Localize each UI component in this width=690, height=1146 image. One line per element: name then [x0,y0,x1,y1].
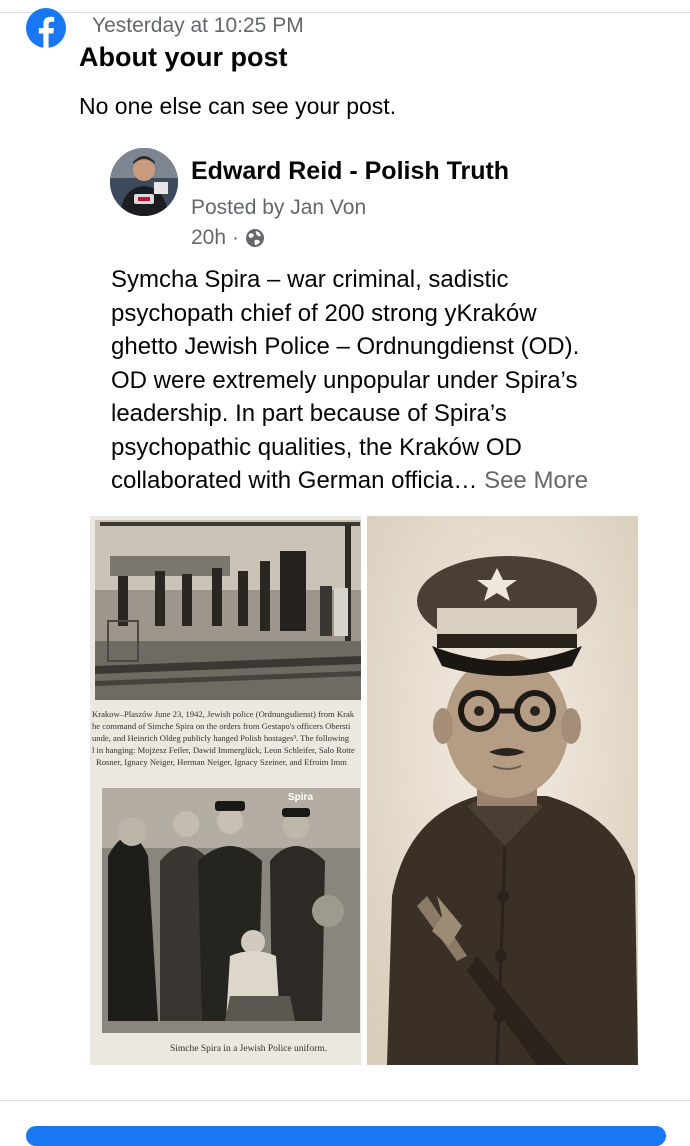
caption-line: unde, and Heinrich Oldeg publicly hanged Polish hostages³. The following [92,733,350,743]
post-text-line: ghetto Jewish Police – Ordnungdienst (OD). [111,333,580,360]
post-text-line: psychopath chief of 200 strong yKraków [111,299,537,327]
spira-photo-label: Spira [288,792,314,803]
post-age[interactable]: 20h [191,226,227,249]
post-text-line: leadership. In part because of Spira’s [111,400,507,427]
post-text-last-line [111,464,651,498]
page-title: About your post [79,42,288,72]
visibility-notice: No one else can see your post. [79,93,397,119]
avatar[interactable] [110,148,178,216]
posted-by-label: Posted by Jan Von [191,196,367,219]
hanging-scene-photo [95,520,361,700]
post-text-line: OD were extremely unpopular under Spira’s [111,366,578,394]
see-more-link[interactable]: See More [484,467,589,494]
post-text-line: collaborated with German officia… [111,467,478,494]
post-text-line: Symcha Spira – war criminal, sadistic [111,266,509,293]
globe-icon [245,228,265,248]
photo-bottom-caption: Simche Spira in a Jewish Police uniform. [170,1044,327,1054]
bottom-divider [0,1100,690,1101]
caption-line: Rosner, Ignacy Neiger, Herman Neiger, Ignacy Szeiner, and Efroim Imm [96,757,347,767]
caption-line: Krakow–Plaszów June 23, 1942, Jewish police (Ordnungsdienst) from Krak [92,709,355,719]
meta-separator: · [232,226,240,249]
caption-line: l in hanging: Mojżesz Feiler, Dawid Immerglück, Leon Schleifer, Salo Rotte [92,745,355,755]
notification-timestamp: Yesterday at 10:25 PM [92,14,304,37]
page-name-link[interactable]: Edward Reid - Polish Truth [191,157,510,185]
post-meta [191,226,265,250]
post-photo-book-page[interactable] [90,516,361,1065]
caption-line: he command of Simche Spira on the orders from Gestapo's officers Obersti [92,721,351,731]
top-divider [0,12,690,13]
post-text-line: psychopathic qualities, the Kraków OD [111,433,522,461]
facebook-logo-icon [26,8,66,48]
post-photo-portrait[interactable] [367,516,638,1065]
bottom-action-button[interactable] [26,1126,666,1146]
post-text [111,263,651,498]
spira-group-photo [102,788,360,1033]
avatar-image [110,148,178,216]
